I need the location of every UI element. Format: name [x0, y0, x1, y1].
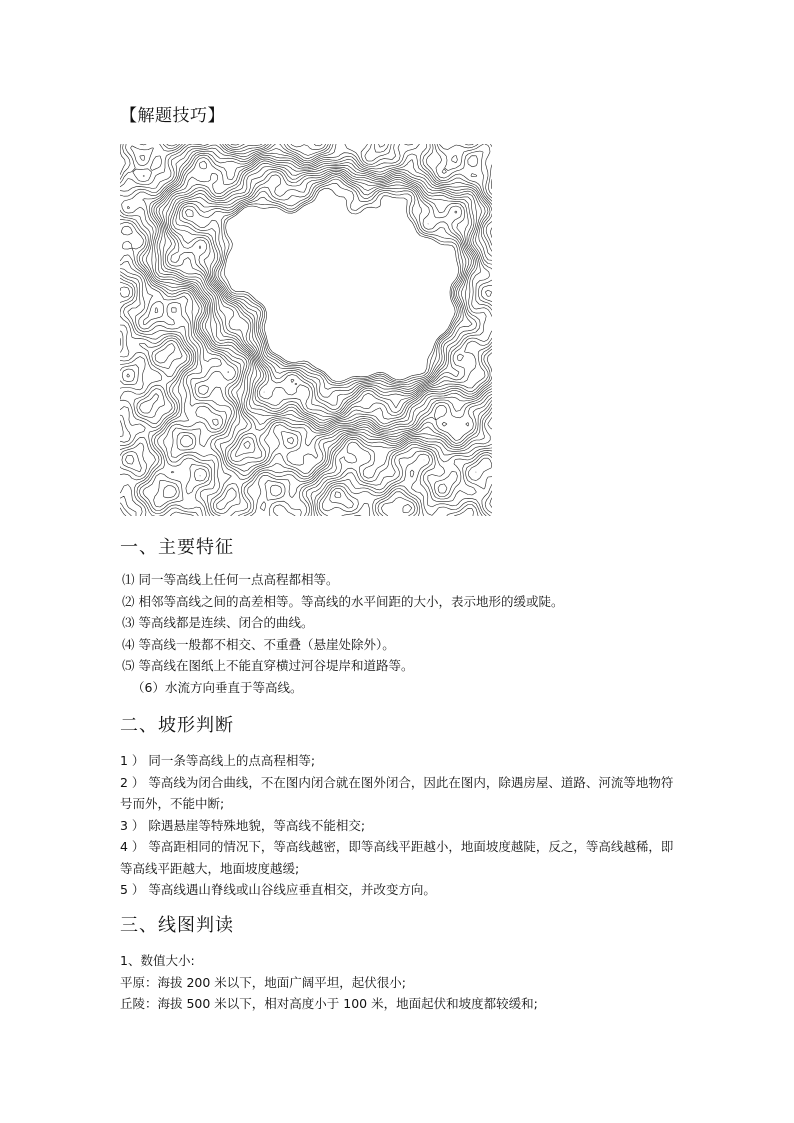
- contour-lines: [120, 144, 492, 516]
- list-item: ⑴ 同一等高线上任何一点高程都相等。: [122, 572, 339, 587]
- section-heading-main-features: 一、主要特征: [120, 537, 234, 558]
- list-item: 2 ） 等高线为闭合曲线，不在图内闭合就在图外闭合，因此在图内，除遇房屋、道路、河流等地物符号而外，不能中断;: [120, 774, 674, 811]
- list-item: （6）水流方向垂直于等高线。: [132, 679, 303, 695]
- list-item: 5 ） 等高线遇山脊线或山谷线应垂直相交，并改变方向。: [120, 882, 436, 897]
- section-heading-map-reading: 三、线图判读: [120, 915, 234, 936]
- section-heading-slope-judgment: 二、坡形判断: [120, 715, 234, 736]
- list-item: 1、数值大小:: [120, 953, 195, 968]
- contour-map-image: [120, 144, 492, 516]
- map-reading-list: [120, 950, 680, 1015]
- list-item: ⑸ 等高线在图纸上不能直穿横过河谷堤岸和道路等。: [122, 658, 414, 673]
- list-item: ⑷ 等高线一般都不相交、不重叠（悬崖处除外）。: [122, 636, 395, 652]
- list-item: 3 ） 除遇悬崖等特殊地貌，等高线不能相交;: [120, 817, 366, 833]
- list-item: 丘陵：海拔 500 米以下，相对高度小于 100 米，地面起伏和坡度都较缓和;: [120, 996, 538, 1011]
- main-features-list: [120, 569, 680, 698]
- list-item: 平原：海拔 200 米以下，地面广阔平坦，起伏很小;: [120, 974, 407, 990]
- list-item: ⑵ 相邻等高线之间的高差相等。等高线的水平间距的大小，表示地形的缓或陡。: [122, 593, 564, 609]
- list-item: 1 ） 同一条等高线上的点高程相等;: [120, 753, 316, 768]
- list-item: 4 ） 等高距相同的情况下，等高线越密，即等高线平距越小，地面坡度越陡，反之，等高线越稀，即等高线平距越大，地面坡度越缓;: [120, 839, 674, 876]
- contour-map-svg: [120, 144, 492, 516]
- list-item: ⑶ 等高线都是连续、闭合的曲线。: [122, 615, 314, 630]
- page-title: 【解题技巧】: [120, 106, 225, 126]
- slope-judgment-list: [120, 750, 680, 901]
